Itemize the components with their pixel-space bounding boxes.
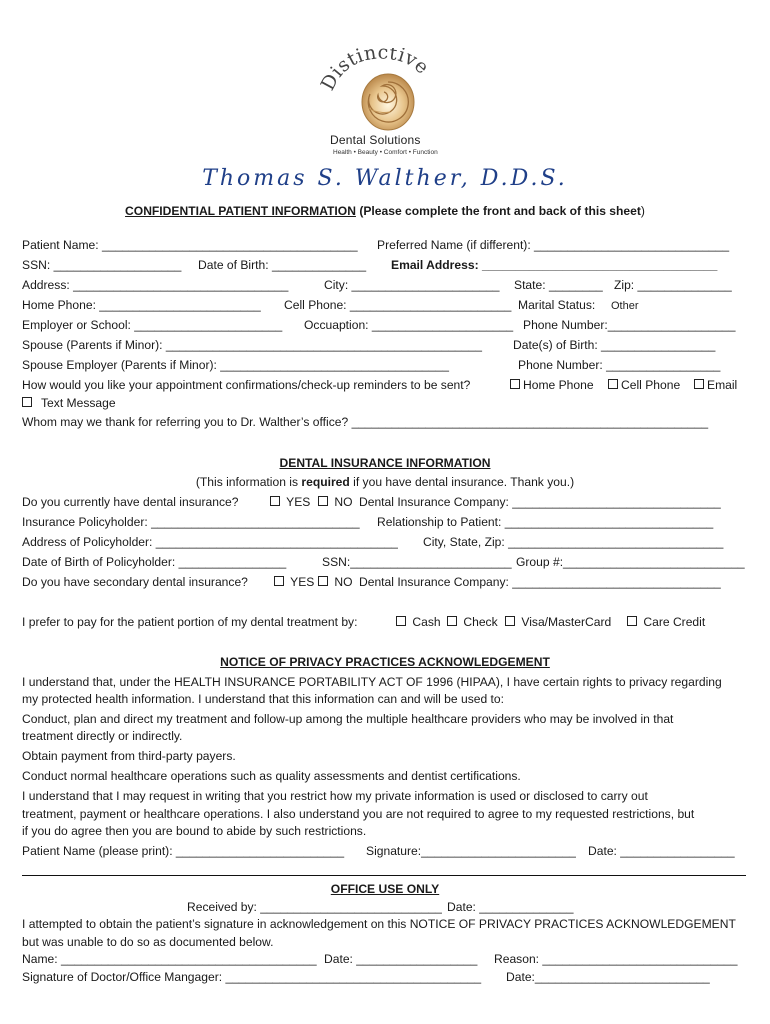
employer-field[interactable]: Employer or School: ______________________ <box>22 318 283 332</box>
payment-question: I prefer to pay for the patient portion of my dental treatment by: <box>22 615 358 629</box>
payment-cash-label: Cash <box>412 615 441 629</box>
secondary-yes-option[interactable] <box>274 575 314 590</box>
option-home-phone-label: Home Phone <box>523 378 594 392</box>
received-date-field[interactable]: Date: ______________ <box>447 900 574 914</box>
office-paragraph-a: I attempted to obtain the patient’s signature in acknowledgement on this NOTICE OF PRIVACY PRACTICES ACKNOWLEDGEMENT <box>22 917 736 931</box>
zip-field[interactable]: Zip: ______________ <box>614 278 732 292</box>
checkbox-secondary-no[interactable] <box>318 576 328 586</box>
checkbox-insurance-yes[interactable] <box>270 496 280 506</box>
privacy-paragraph-2b: treatment directly or indirectly. <box>22 729 183 743</box>
office-date-field[interactable]: Date: __________________ <box>324 952 478 966</box>
address-field[interactable]: Address: ________________________________ <box>22 278 289 292</box>
privacy-paragraph-4: Conduct normal healthcare operations such as quality assessments and dentist certifications. <box>22 769 521 783</box>
referral-field[interactable]: Whom may we thank for referring you to Dr. Walther’s office? _____________________________________________________ <box>22 415 709 429</box>
payment-visa-label: Visa/MasterCard <box>521 615 612 629</box>
doctor-signature-field[interactable]: Signature of Doctor/Office Mangager: ______________________________________ <box>22 970 482 984</box>
spouse-dob-field[interactable]: Date(s) of Birth: _________________ <box>513 338 716 352</box>
city-field[interactable]: City: ______________________ <box>324 278 500 292</box>
privacy-paragraph-1b: my protected health information. I understand that this information can and will be used to: <box>22 692 505 706</box>
logo-tagline: Health • Beauty • Comfort • Function <box>333 149 438 156</box>
insurance-note-a: (This information is <box>195 475 302 489</box>
policyholder-address-field[interactable]: Address of Policyholder: ____________________________________ <box>22 535 398 549</box>
relationship-field[interactable]: Relationship to Patient: _______________________________ <box>377 515 714 529</box>
insurance-heading: DENTAL INSURANCE INFORMATION <box>279 456 491 470</box>
secondary-no-label: NO <box>334 575 353 589</box>
checkbox-email[interactable] <box>694 379 704 389</box>
privacy-paragraph-1a: I understand that, under the HEALTH INSURANCE PORTABILITY ACT OF 1996 (HIPAA), I have certain rights to privacy regarding <box>22 675 722 689</box>
option-cell-phone[interactable] <box>608 378 680 393</box>
privacy-heading: NOTICE OF PRIVACY PRACTICES ACKNOWLEDGEMENT <box>220 655 550 669</box>
privacy-patient-name-field[interactable]: Patient Name (please print): _________________________ <box>22 844 345 858</box>
heading-note-end: ) <box>640 204 645 218</box>
section-divider <box>22 875 746 876</box>
checkbox-text-message[interactable] <box>22 397 32 407</box>
spouse-employer-field[interactable]: Spouse Employer (Parents if Minor): __________________________________ <box>22 358 449 372</box>
marital-status-value[interactable]: Other <box>611 300 639 312</box>
group-number-field[interactable]: Group #:___________________________ <box>516 555 745 569</box>
state-field[interactable]: State: ________ <box>514 278 603 292</box>
marital-status-label: Marital Status: <box>518 298 596 312</box>
checkbox-visa-mastercard[interactable] <box>505 616 515 626</box>
secondary-company-field[interactable]: Dental Insurance Company: _______________________________ <box>359 575 721 589</box>
checkbox-insurance-no[interactable] <box>318 496 328 506</box>
payment-cash-option[interactable] <box>396 615 441 630</box>
doctor-signature-name: Thomas S. Walther, D.D.S. <box>202 166 568 191</box>
privacy-paragraph-2a: Conduct, plan and direct my treatment and follow-up among the multiple healthcare providers who may be involved in that <box>22 712 674 726</box>
insurance-note <box>0 475 770 490</box>
checkbox-check[interactable] <box>447 616 457 626</box>
payment-check-option[interactable] <box>447 615 498 630</box>
home-phone-field[interactable]: Home Phone: ________________________ <box>22 298 261 312</box>
office-reason-field[interactable]: Reason: _____________________________ <box>494 952 738 966</box>
has-insurance-question: Do you currently have dental insurance? <box>22 495 239 509</box>
option-text-message-label: Text Message <box>41 396 116 410</box>
patient-name-field[interactable]: Patient Name: ______________________________________ <box>22 238 358 252</box>
policyholder-ssn-field[interactable]: SSN:________________________ <box>322 555 512 569</box>
office-paragraph-b: but was unable to do so as documented below. <box>22 935 274 949</box>
payment-check-label: Check <box>463 615 498 629</box>
option-text-message[interactable] <box>22 396 116 411</box>
checkbox-secondary-yes[interactable] <box>274 576 284 586</box>
payment-care-credit-label: Care Credit <box>643 615 706 629</box>
heading-note: (Please complete the front and back of this sheet <box>359 204 641 218</box>
privacy-signature-field[interactable]: Signature:_______________________ <box>366 844 576 858</box>
cell-phone-field[interactable]: Cell Phone: ________________________ <box>284 298 512 312</box>
privacy-paragraph-3: Obtain payment from third-party payers. <box>22 749 236 763</box>
insurance-note-required: required <box>301 475 350 489</box>
privacy-paragraph-5b: treatment, payment or healthcare operations. I also understand you are not required to agree to my requested restrictions, but <box>22 807 695 821</box>
policyholder-dob-field[interactable]: Date of Birth of Policyholder: ________________ <box>22 555 287 569</box>
secondary-yes-label: YES <box>290 575 315 589</box>
insurance-yes-label: YES <box>286 495 311 509</box>
spouse-field[interactable]: Spouse (Parents if Minor): _______________________________________________ <box>22 338 482 352</box>
employer-phone-field[interactable]: Phone Number:___________________ <box>523 318 736 332</box>
preferred-name-field[interactable]: Preferred Name (if different): _____________________________ <box>377 238 730 252</box>
occupation-field[interactable]: Occuaption: _____________________ <box>304 318 514 332</box>
privacy-paragraph-5c: if you do agree then you are bound to abide by such restrictions. <box>22 824 367 838</box>
option-email-label: Email <box>707 378 738 392</box>
insurance-no-option[interactable] <box>318 495 353 510</box>
privacy-paragraph-5a: I understand that I may request in writing that you restrict how my private information is used or disclosed to carry out <box>22 789 648 803</box>
logo-subtitle: Dental Solutions <box>330 133 421 147</box>
patient-info-heading <box>0 204 770 219</box>
checkbox-home-phone[interactable] <box>510 379 520 389</box>
office-use-heading: OFFICE USE ONLY <box>330 882 440 896</box>
reminder-question: How would you like your appointment confirmations/check-up reminders to be sent? <box>22 378 471 392</box>
option-email[interactable] <box>694 378 737 393</box>
secondary-no-option[interactable] <box>318 575 353 590</box>
logo-brand-text: Distinctive <box>318 48 434 95</box>
policyholder-field[interactable]: Insurance Policyholder: _______________________________ <box>22 515 360 529</box>
option-cell-phone-label: Cell Phone <box>621 378 681 392</box>
insurance-no-label: NO <box>334 495 353 509</box>
dob-field[interactable]: Date of Birth: ______________ <box>198 258 367 272</box>
secondary-insurance-question: Do you have secondary dental insurance? <box>22 575 248 589</box>
checkbox-cash[interactable] <box>396 616 406 626</box>
received-by-field[interactable]: Received by: ___________________________ <box>187 900 442 914</box>
spouse-employer-phone-field[interactable]: Phone Number: _________________ <box>518 358 721 372</box>
logo-brand <box>318 48 448 108</box>
ssn-field[interactable]: SSN: ___________________ <box>22 258 182 272</box>
payment-care-credit-option[interactable] <box>627 615 705 630</box>
privacy-date-field[interactable]: Date: _________________ <box>588 844 735 858</box>
policyholder-city-field[interactable]: City, State, Zip: ________________________________ <box>423 535 724 549</box>
insurance-note-c: if you have dental insurance. Thank you.) <box>349 475 575 489</box>
insurance-yes-option[interactable] <box>270 495 310 510</box>
heading-title: CONFIDENTIAL PATIENT INFORMATION <box>125 204 356 218</box>
svg-text:Distinctive <box>318 48 433 94</box>
checkbox-cell-phone[interactable] <box>608 379 618 389</box>
office-name-field[interactable]: Name: ______________________________________ <box>22 952 317 966</box>
insurance-company-field[interactable]: Dental Insurance Company: _______________________________ <box>359 495 721 509</box>
checkbox-care-credit[interactable] <box>627 616 637 626</box>
payment-visa-option[interactable] <box>505 615 611 630</box>
email-field[interactable]: Email Address: ___________________________________ <box>391 258 718 272</box>
doctor-signature-date-field[interactable]: Date:__________________________ <box>506 970 710 984</box>
option-home-phone[interactable] <box>510 378 594 393</box>
